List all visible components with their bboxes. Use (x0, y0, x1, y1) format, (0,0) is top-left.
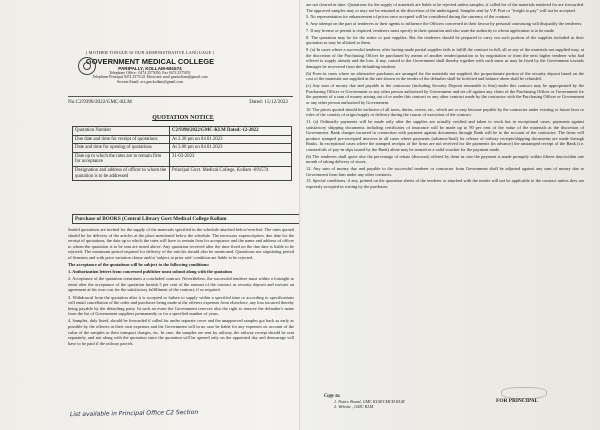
condition-2: 2. Acceptance of the quotation constitutes a concluded contract. Nevertheless, the successful tenderer must within a fortnight to remit after the acceptance of the quotation furnish 5 per cent of the amount of the contract as security deposit and execute an agreement at his own cost for the satisfactory fulfillment of the contract, if so required. (68, 276, 294, 293)
table-cell-value: At 3.00 pm on 04.01.2023 (170, 144, 292, 153)
condition-4: 4. Samples, duly listed, should be forwarded if called for under separate cover and the unapproved samples got back as early as possible by the offerers at their own expenses and the Government will in no case be liable for any expenses on account of the value of the samples or their transport charges, etc. In case, the samples are sent by railway, the railway receipt should be sent separately, and not along with the quotation since the quotation will be opened only on the appointed day and demurrage will have to be paid if the railway parcels (68, 318, 294, 346)
conditions-heading: The acceptance of the quotations will be subject to the following conditions: (68, 262, 210, 268)
table-row (73, 144, 292, 153)
right-page (300, 0, 600, 430)
condition-9a: 9. (a) In cases where a successful tenderer, after having made partial supplies fails to fulfill the contract in full, all or any of the materials not supplied may, at the discretion of the Purchasing Officer be purchased by means of another tender/quotation or by negotiation or from the next higher tenderer who had offered to supply already and the loss, if any, caused to the Government shall thereby together with such sums as may be fixed by the Government towards damages be recovered from the defaulting tenderer. (306, 47, 584, 69)
condition-11b: (b) The tenderers shall quote also the percentage of rebate (discount) offered by them in case the payment is made promptly within fifteen days/within one month of taking delivery of stores. (306, 153, 584, 165)
purchase-subject: Purchase of BOOKS (Central Library Govt Medical College Kollam (72, 214, 300, 224)
table-row (73, 127, 292, 136)
college-address: PARIPALLY, KOLLAM-691574 (118, 66, 182, 71)
condition-11a: 11. (a) Ordinarily payments will be made only after the supplies are actually verified and taken to stock but in exceptional cases, payments against satisfactory shipping documents including certificates of insurance will be made up to 90 per cent of the value of the materials at the discretion of Government. Bank charges incurred in connection with payment against documents through Bank will be to the account of the contractor. The firms will produce stamped pre-receipted invoices in all cases where payments (advance/final) for release of railway receipts/shipping documents are made through Banks. In exceptional cases where the stamped receipts of the firms are not received for the payments (in advance) the unstamped receipt of the Bank (i.e. counterfoils of pay-in slips issued by the Bank) alone may be treated as a valid voucher for the payment made. (306, 118, 584, 152)
table-row (73, 166, 292, 180)
intro-paragraph: Sealed quotations are invited for the supply of the materials specified in the schedule attached below/overleaf. The rates quoted should be for delivery of the articles at the place mentioned below the schedule. The necessary superscription, due date for the receipt of quotations, the date up to which the rates will have to remain firm for acceptance and the name and address of officer to whom the quotation is to be sent are noted above. Any quotation received after the time fixed on the due date is liable to be rejected. The maximum period required for delivery of the articles should also be mentioned. Quotations not stipulating period of firmness and with price variation clause and/or 'subject to prior sale' condition are liable to be rejected. (68, 227, 294, 260)
left-body-text (68, 227, 294, 348)
condition-4-continued: are not cleared in time. Quotations for the supply of materials are liable to be rejected unless samples, if called for of the materials tendered for are forwarded. The approved samples may or may not be returned at the discretion of the undersigned. Samples sent by V.P. Post or "freight to pay" will not be accepted. (306, 2, 584, 13)
language-motto: ( MOTHER TONGUE IS OUR ADMINISTRATIVE LANGUAGE ) (85, 50, 215, 55)
contact-principal: Telephone Principal 0474 2575121 Electronic mail gmckollam@gmail.com (92, 75, 208, 80)
condition-1: 1. Authorization letters from concerned publisher must submit along with the quotation (68, 269, 233, 275)
condition-12: 12. Any sum of money due and payable to the successful tenderer or contractor from Government shall be adjusted against any sum of money due to Government from him under any other contracts. (306, 166, 584, 177)
table-cell-value: Principal Govt. Medical College, Kollam -691574 (170, 166, 292, 180)
signature-label: FOR PRINCIPAL (496, 398, 539, 404)
condition-3: 3. Withdrawal from the quotation after it is accepted or failure to supply within a specified time or according to specifications will entail cancellation of the order and purchases being made at the offerers expenses from elsewhere, any loss incurred thereby being payable by the defaulting party. In such an event the Government reserves also the right to remove the defaulter's name from the list of Government suppliers permanently or for a specified number of years. (68, 294, 294, 317)
table-row (73, 152, 292, 166)
copy-to-block (324, 394, 404, 409)
condition-8: 8. The quotation may be for the entire or part supplies. But the tenderers should be prepared to carry out such portion of the supplies included in their quotation as may be allotted to them. (306, 34, 584, 46)
notice-title: QUOTATION NOTICE (152, 115, 214, 121)
condition-7: 7. If any license or permit is required, tenderers must specify in their quotation and also state the authority to whom application is to be made. (306, 27, 555, 33)
table-cell-value: C2/9390/2022/GMC-KLM Dated:-12-2022 (170, 127, 292, 136)
copy-to-item: 1. Notice Board, GMC KLM/CMCH KLM (334, 399, 405, 404)
condition-9c: (c) Any sum of money due and payable to the contractor (including Security Deposit returnable to him) under this contract may be appropriated by the Purchasing Officer or Government or any other person authorized by Government and set off against any claim of the Purchasing Officer or Government for the payment of a sum of money arising out of or under this contract or any other contract made by the contractor with the Purchasing Officer or Government or any other person authorized by Government. (306, 83, 584, 105)
table-cell-label: Date and time for opening of quotations (73, 144, 170, 153)
table-row (73, 135, 292, 144)
condition-13: 13. Special conditions, if any, printed on the quotation sheets of the tenderer or attached with the tender will not be applicable to the contract unless they are expressly accepted in writing by the purchaser. (306, 178, 584, 190)
reference-date: Dated: 15/12/2022 (249, 99, 288, 105)
letterhead (0, 50, 300, 84)
right-body-text (306, 2, 584, 191)
condition-10: 10. The prices quoted should be inclusive of all taxes, duties, cesses, etc., which are or may become payable by the contractor under existing or future laws or rules of the country of origin/supply or delivery during the course of execution of the contract. (306, 106, 584, 118)
table-cell-label: Due date and time for receipt of quotations (73, 135, 170, 144)
condition-9b: (b) Even in cases where no alternative purchases are arranged for the materials not supplied, the proportionate portion of the security deposit based on the cost of the materials not supplied at the rate shown in the tender of the defaulter shall be forfeited and balance alone shall be refunded. (306, 70, 584, 82)
table-cell-label: Designation and address of officer to whom the quotation is to be addressed (73, 166, 170, 180)
letterhead-divider (68, 96, 293, 97)
condition-5: 5. No representation for enhancement of prices once accepted will be considered during the currency of the contract. (306, 14, 511, 20)
table-cell-label: Quotation Number (73, 127, 170, 136)
reference-number: No.C2/9390/2022/GMC-KLM (68, 99, 132, 105)
contact-office: Telephone Office : 0474 2575050, Fax 0474 2575051 (109, 71, 191, 75)
quotation-details-table (72, 126, 292, 181)
handwritten-note: List available in Principal Office C2 Section (69, 408, 199, 419)
college-name: GOVERNMENT MEDICAL COLLEGE (85, 57, 215, 66)
table-cell-value: 31-03-2023 (170, 152, 292, 166)
copy-to-label: Copy to: (324, 394, 341, 399)
condition-6: 6. Any attempt on the part of tenderers or their agents to influence the Officers concerned in their favour by personal canvassing will disqualify the tenderers. (306, 21, 583, 27)
reference-line (68, 99, 288, 105)
table-cell-value: At 2.30 pm on 04.01.2023 (170, 135, 292, 144)
contact-section-email: Section Email: acs.gmckollam@gmail.com (117, 79, 183, 84)
copy-to-item: 2. Website , GMC KLM (334, 404, 374, 409)
table-cell-label: Date up to which the rates are to remain firm for acceptance (73, 152, 170, 166)
emblem-icon (78, 57, 96, 75)
